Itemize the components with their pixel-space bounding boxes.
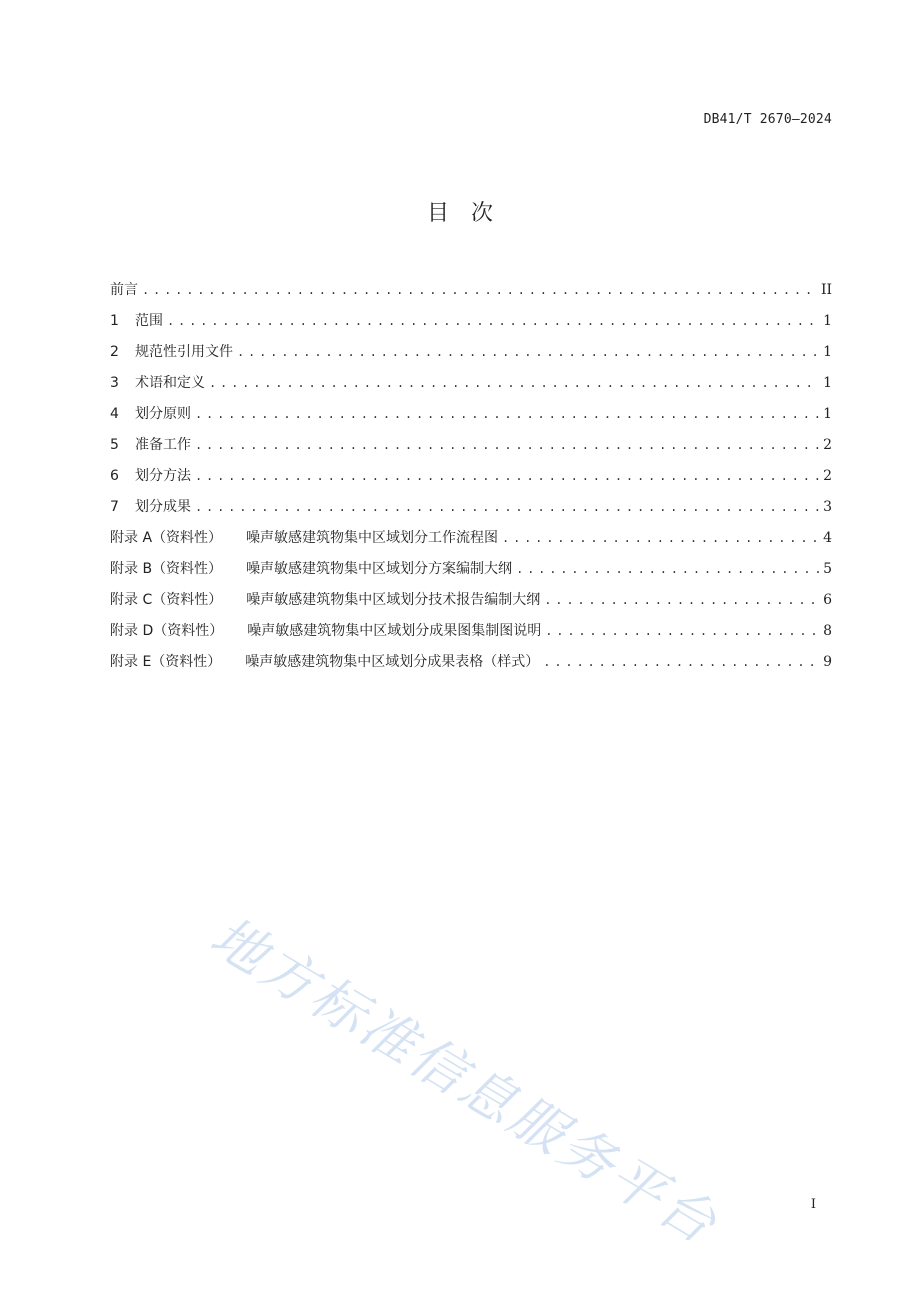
document-code: DB41/T 2670—2024: [703, 112, 832, 127]
watermark: 地方标准信息服务平台: [199, 904, 730, 1258]
toc-entry-appendix-prefix: 附录 C（资料性）: [110, 592, 223, 608]
toc-entry[interactable]: [110, 527, 832, 558]
toc-entry[interactable]: [110, 620, 832, 651]
toc-entry-leader-dots: [195, 438, 819, 452]
toc-entry[interactable]: [110, 279, 832, 310]
toc-entry-leader-dots: [502, 531, 819, 545]
toc-entry[interactable]: [110, 403, 832, 434]
toc-entry-appendix-prefix: 附录 A（资料性）: [110, 530, 223, 546]
toc-entry-page-number: 9: [823, 654, 832, 670]
toc-entry[interactable]: [110, 310, 832, 341]
toc-entry[interactable]: [110, 589, 832, 620]
toc-entry-page-number: 1: [823, 406, 832, 422]
toc-entry-page-number: 1: [823, 375, 832, 391]
toc-entry[interactable]: [110, 341, 832, 372]
page-title: 目 次: [426, 201, 493, 226]
toc-entry[interactable]: [110, 651, 832, 682]
toc-entry-number: 7: [110, 499, 119, 515]
toc-entry-label: 划分原则: [135, 406, 191, 422]
toc-entry-page-number: 1: [823, 344, 832, 360]
toc-entry-page-number: 5: [823, 561, 832, 577]
toc-entry[interactable]: [110, 434, 832, 465]
toc-entry-label: 范围: [135, 313, 163, 329]
toc-entry-page-number: 1: [823, 313, 832, 329]
toc-entry-label: 划分成果: [135, 499, 191, 515]
page-number: I: [810, 1197, 816, 1212]
toc-entry-leader-dots: [237, 345, 819, 359]
toc-entry[interactable]: [110, 558, 832, 589]
toc-entry-page-number: 4: [823, 530, 832, 546]
toc-entry[interactable]: [110, 496, 832, 527]
toc-entry-leader-dots: [209, 376, 819, 390]
toc-entry-leader-dots: [142, 283, 817, 297]
toc-entry-leader-dots: [167, 314, 819, 328]
toc-entry-label: 规范性引用文件: [135, 344, 233, 360]
toc-entry-label: 噪声敏感建筑物集中区域划分成果图集制图说明: [247, 623, 542, 639]
toc-entry-leader-dots: [195, 500, 819, 514]
toc-entry-page-number: 6: [823, 592, 832, 608]
toc-entry-number: 1: [110, 313, 119, 329]
toc-entry-leader-dots: [516, 562, 819, 576]
toc-entry-page-number: II: [820, 282, 832, 298]
toc-entry-leader-dots: [544, 593, 819, 607]
toc-entry-page-number: 2: [823, 468, 832, 484]
toc-entry-number: 3: [110, 375, 119, 391]
table-of-contents: [110, 279, 832, 682]
toc-entry-label: 术语和定义: [135, 375, 205, 391]
toc-entry-number: 5: [110, 437, 119, 453]
toc-entry-appendix-prefix: 附录 B（资料性）: [110, 561, 223, 577]
toc-entry-leader-dots: [545, 624, 819, 638]
toc-entry-appendix-prefix: 附录 E（资料性）: [110, 654, 222, 670]
toc-entry-appendix-prefix: 附录 D（资料性）: [110, 623, 224, 639]
toc-entry-number: 4: [110, 406, 119, 422]
toc-entry-label: 噪声敏感建筑物集中区域划分方案编制大纲: [246, 561, 513, 577]
toc-entry-label: 噪声敏感建筑物集中区域划分技术报告编制大纲: [246, 592, 541, 608]
toc-entry-leader-dots: [543, 655, 819, 669]
toc-entry[interactable]: [110, 465, 832, 496]
toc-entry-number: 2: [110, 344, 119, 360]
toc-entry-label: 划分方法: [135, 468, 191, 484]
toc-entry-page-number: 2: [823, 437, 832, 453]
toc-entry[interactable]: [110, 372, 832, 403]
toc-entry-label: 准备工作: [135, 437, 191, 453]
toc-entry-page-number: 3: [823, 499, 832, 515]
toc-entry-leader-dots: [195, 469, 819, 483]
toc-entry-label: 前言: [110, 282, 138, 298]
toc-entry-number: 6: [110, 468, 119, 484]
toc-entry-label: 噪声敏感建筑物集中区域划分成果表格（样式）: [245, 654, 540, 670]
toc-entry-label: 噪声敏感建筑物集中区域划分工作流程图: [246, 530, 499, 546]
toc-entry-leader-dots: [195, 407, 819, 421]
toc-entry-page-number: 8: [823, 623, 832, 639]
